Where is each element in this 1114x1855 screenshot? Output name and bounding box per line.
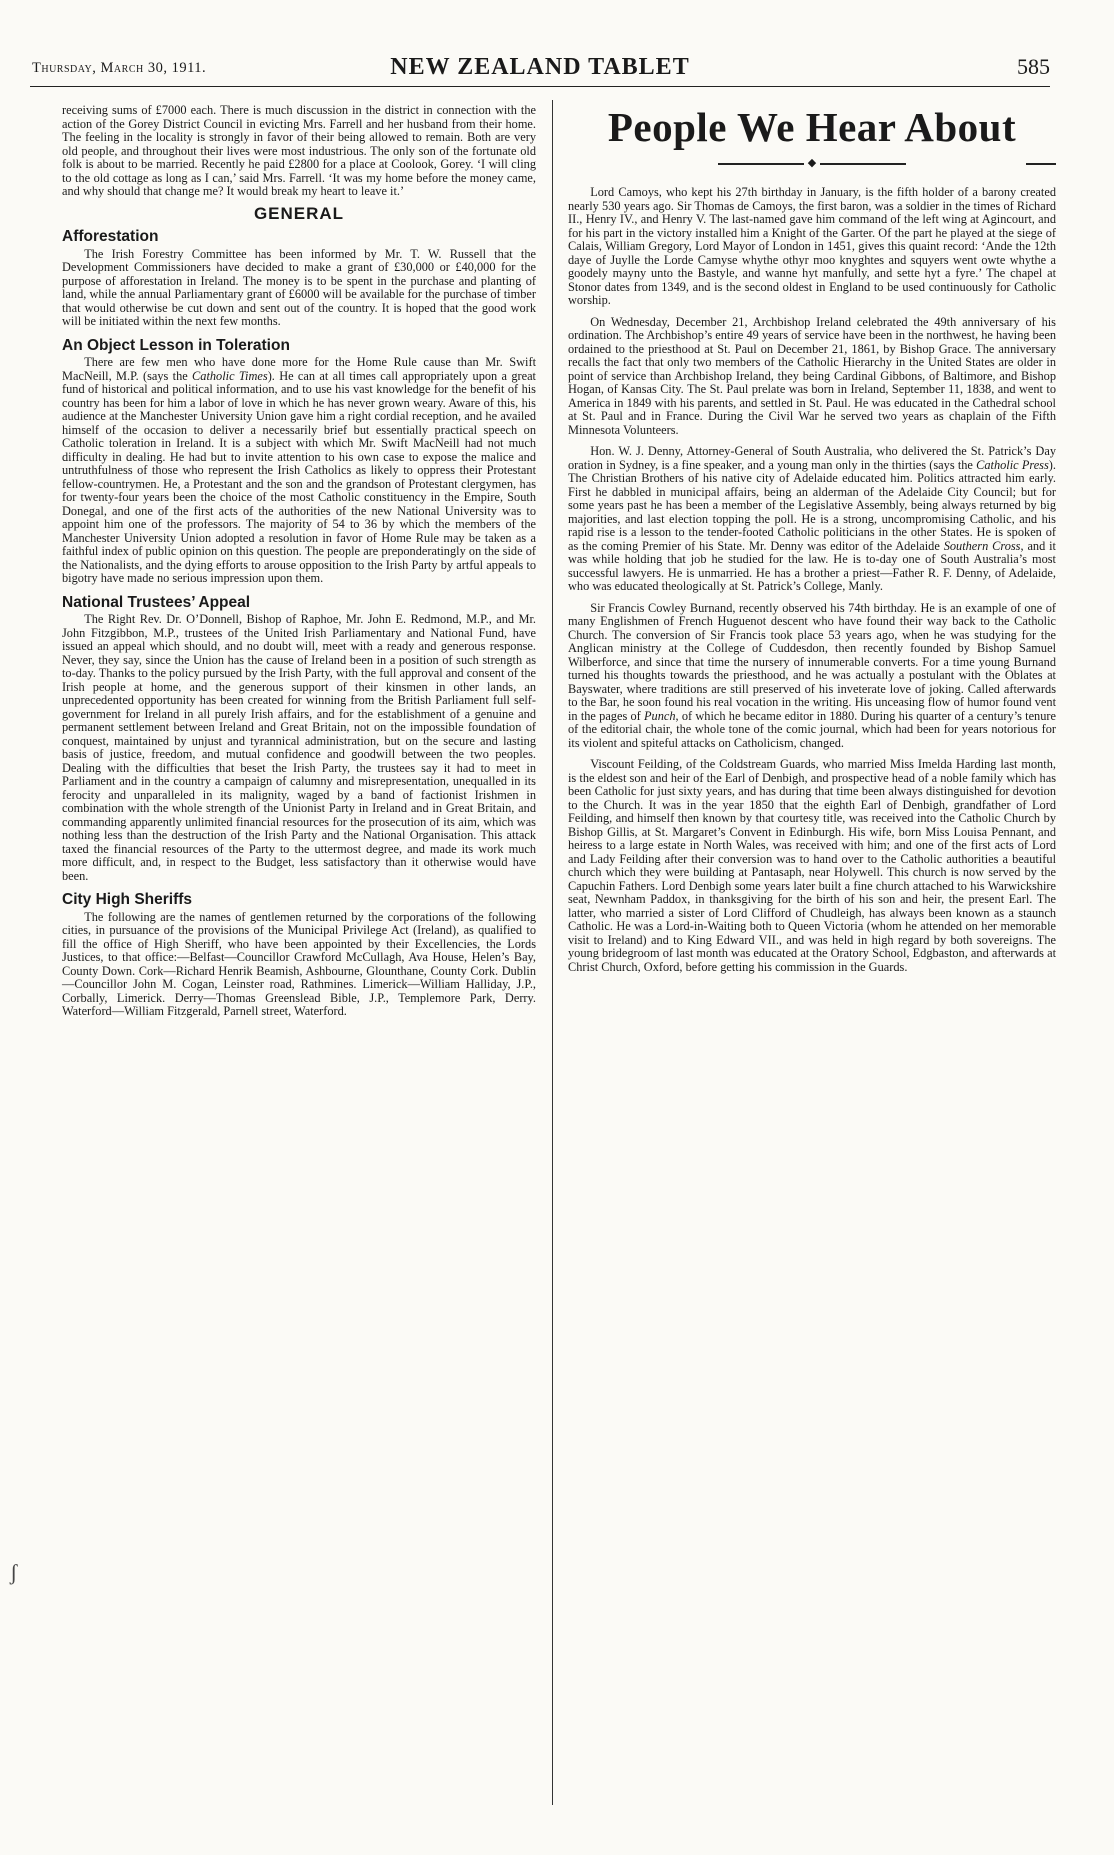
section-title: GENERAL <box>253 203 345 223</box>
paragraph: Hon. W. J. Denny, Attorney-General of South Australia, who delivered the St. Patrick’s Day oration in Sydney, is a fine speaker, and a young man only in the thirties (says the Catholic Press). The Christian Brothers of his native city of Adelaide educated him. Politics attracted him early. First he dabbled in municipal affairs, being an alderman of the Adelaide City Council; but for some years past he has been a member of the Legislative Assembly, being always returned by big majorities, and last election topping the poll. He is a strong, uncompromising Catholic, and his rapid rise is a lesson to the tender-footed Catholic politicians in the other States. He is spoken of as the coming Premier of his State. Mr. Denny was editor of the Adelaide Southern Cross, and it was while holding that job he studied for the law. He is to-day one of South Australia’s most successful lawyers. He is unmarried. He has a brother a priest—Father R. F. Denny, of Adelaide, who was educated theologically at St. Patrick’s College, Manly. <box>568 444 1056 593</box>
subheading: City High Sheriffs <box>62 891 193 908</box>
issue-date: Thursday, March 30, 1911. <box>32 60 207 76</box>
paragraph: The following are the names of gentlemen returned by the corporations of the following cities, in pursuance of the provisions of the Municipal Privilege Act (Ireland), as qualified to fill the office of High Sheriff, who have been appointed by their Excellencies, the Lords Justices, to that office:—Belfast—Councillor Crawford McCullagh, Ava House, Helen’s Bay, County Down. Cork—Richard Henrik Beamish, Ashbourne, Glounthane, County Cork. Dublin—Councillor John M. Cogan, Leinster road, Rathmines. Limerick—William Halliday, J.P., Corbally, Limerick. Derry—Thomas Greenslead Bible, J.P., Templemore Park, Derry. Waterford—William Fitzgerald, Parnell street, Waterford. <box>62 909 536 1018</box>
page-number: 585 <box>1017 54 1050 79</box>
masthead: NEW ZEALAND TABLET <box>390 54 690 80</box>
column-title: People We Hear About <box>607 104 1017 150</box>
subheading: Afforestation <box>62 228 159 245</box>
paragraph: The Irish Forestry Committee has been informed by Mr. T. W. Russell that the Development Commissioners have decided to make a grant of £30,000 or £40,000 for the purpose of afforestation in Ireland. The money is to be spent in the purchase and planting of land, while the annual Parliamentary grant of £6000 will be available for the purchase of timber that would otherwise be cut down and sent out of the country. It is hoped that the good work will be initiated within the next few months. <box>62 246 536 328</box>
diamond-icon: ◆ <box>804 154 820 172</box>
paragraph: Sir Francis Cowley Burnand, recently observed his 74th birthday. He is an example of one of many Englishmen of French Huguenot descent who have found their way back to the Catholic Church. The conversion of Sir Francis took place 53 years ago, when he was studying for the Anglican ministry at the College of Cuddesdon, then recently founded by Bishop Samuel Wilberforce, and since that time the nursery of innumerable converts. For a time young Burnand turned his thoughts towards the priesthood, and he was actually a postulant with the Oblates at Bayswater, where traditions are still preserved of his inveterate love of joking. Called afterwards to the Bar, he soon found his real vocation in the writing. His unceasing flow of humor found vent in the pages of Punch, of which he became editor in 1880. During his quarter of a century’s tenure of the editorial chair, the whole tone of the comic journal, which had been for years notorious for its violent and spiteful attacks on Catholicism, changed. <box>568 600 1056 750</box>
left-column <box>62 104 536 1027</box>
page-header <box>30 52 1050 87</box>
margin-mark: ʃ <box>10 1560 18 1585</box>
paragraph: Viscount Feilding, of the Coldstream Guards, who married Miss Imelda Harding last month, is the eldest son and heir of the Earl of Denbigh, and prospective head of a noble family which has been Catholic for just sixty years, and has during that time been always distinguished for devotion to the Church. It was in the year 1850 that the eighth Earl of Denbigh, grandfather of Lord Feilding, and himself then known by that courtesy title, was received into the Catholic Church by Bishop Gillis, at St. Margaret’s Convent in Edinburgh. His wife, born Miss Louisa Pennant, and heiress to a large estate in North Wales, was received with him; and one of the first acts of Lord and Lady Feilding after their conversion was to hand over to the Catholic authorities a beautiful church which they were building at Pantasaph, near Holywell. This church is now served by the Capuchin Fathers. Lord Denbigh some years later built a fine church attached to his Warwickshire seat, Newnham Paddox, in thanksgiving for the birth of his son and heir, the present Earl. The latter, who married a sister of Lord Clifford of Chudleigh, has always been known as a staunch Catholic. He was a Lord-in-Waiting both to Queen Victoria (whom he attended on her memorable visit to Ireland) and to King Edward VII., and was held in high regard by both sovereigns. The young bridegroom of last month was educated at the Oratory School, Edgbaston, and afterwards at Christ Church, Oxford, before getting his commission in the Guards. <box>568 757 1056 974</box>
subheading: An Object Lesson in Toleration <box>62 336 290 354</box>
paragraph: The Right Rev. Dr. O’Donnell, Bishop of Raphoe, Mr. John E. Redmond, M.P., and Mr. John Fitzgibbon, M.P., trustees of the United Irish Parliamentary and National Fund, have issued an appeal which should, and no doubt will, meet with a ready and generous response. Never, they say, since the Union has the cause of Ireland been in a position of such strength as to-day. Thanks to the policy pursued by the Irish Party, with the full approval and consent of the Irish people at home, and the generous support of their kinsmen in other lands, an unprecedented opportunity has been created for winning from the British Parliament full self-government for Ireland in all purely Irish affairs, and for the establishment of a genuine and permanent settlement between Ireland and Great Britain, not on the impossible foundation of conquest, maintained by unjust and tyrannical administration, but on the secure and lasting basis of justice, freedom, and mutual confidence and goodwill between the two peoples. Dealing with the difficulties that beset the Irish Party, the trustees say it had to meet in Parliament and in the country a campaign of calumny and misrepresentation, unequalled in its ferocity and unparalleled in its malignity, waged by a band of factionist Irishmen in combination with the whole strength of the Unionist Party in Ireland and in Great Britain, and commanding apparently unlimited financial resources for the prosecution of its aim, which was nothing less than the destruction of the Irish Party and the National Organisation. This attack taxed the financial resources of the Party to the uttermost degree, and made its work much more difficult, and, in respect to the Budget, less satisfactory than it otherwise would have been. <box>62 612 536 883</box>
title-ornament <box>568 154 1056 174</box>
column-divider <box>552 100 553 1805</box>
paragraph: receiving sums of £7000 each. There is much discussion in the district in connection with the action of the Gorey District Council in evicting Mrs. Farrell and her husband from their home. The feeling in the locality is strongly in favor of their being allowed to remain. Both are very old people, and throughout their lives were most industrious. The only son of the fortunate old folk is about to be married. Recently he paid £2800 for a place at Coolook, Gorey. ‘I will cling to the old cottage as long as I can,’ said Mrs. Farrell. ‘It was my home before the money came, and why should that change me? It would break my heart to leave it.’ <box>62 103 536 198</box>
paragraph: On Wednesday, December 21, Archbishop Ireland celebrated the 49th anniversary of his ordination. The Archbishop’s entire 49 years of service have been in the northwest, he having been ordained to the priesthood at St. Paul on December 21, 1861, by Bishop Grace. The anniversary recalls the fact that only two members of the Catholic Hierarchy in the United States are older in point of service than Archbishop Ireland, they being Cardinal Gibbons, of Baltimore, and Bishop Hogan, of Kansas City. The St. Paul prelate was born in Ireland, September 11, 1838, and went to America in 1849 with his parents, and settled in St. Paul. He was educated in the Cathedral school at St. Paul and in France. During the Civil War he served two years as chaplain of the Fifth Minnesota Volunteers. <box>568 314 1056 437</box>
paragraph: There are few men who have done more for the Home Rule cause than Mr. Swift MacNeill, M.P. (says the Catholic Times). He can at all times call appropriately upon a great fund of historical and political information, and to use his vast knowledge for the benefit of his country has been for him a labor of love in which he has never grown weary. Aware of this, his audience at the Manchester University Union gave him a right cordial reception, and he availed himself of the occasion to deliver a necessarily brief but essentially practical speech on Catholic toleration in Ireland. It is a subject with which Mr. Swift MacNeill had not much difficulty in dealing. He had but to invite attention to his own case to expose the malice and untruthfulness of those who represent the Irish Catholics as likely to oppress their Protestant fellow-countrymen. He, a Protestant and the son and the grandson of Protestant clergymen, has for twenty-four years been the choice of the most Catholic constituency in the Empire, South Donegal, and one of the first acts of the authorities of the new National University was to appoint him one of the professors. The majority of 54 to 36 by which the members of the Manchester University Union adopted a resolution in favor of Home Rule may be taken as a faithful index of public opinion on this question. The people are preponderatingly on the side of the Nationalists, and the dying efforts to arouse opposition to the Irish Party by artful appeals to bigotry have made no serious impression upon them. <box>62 355 536 585</box>
right-column <box>568 104 1056 982</box>
paragraph: Lord Camoys, who kept his 27th birthday in January, is the fifth holder of a barony created nearly 530 years ago. Sir Thomas de Camoys, the first baron, was a soldier in the times of Richard II., Henry IV., and Henry V. The last-named gave him command of the left wing at Agincourt, and for his part in the victory installed him a Knight of the Garter. Of the part he played at the siege of Calais, William Gregory, Lord Mayor of London in 1451, gives this quaint record: ‘Ande the 12th daye of Juylle the Lorde Camyse whythe othyr moo knyghtes and squyers went owte whythe a goodely mayny unto the Bastyle, and wanne hyt manfully, and sette hyt a fyre.’ The chapel at Stonor dates from 1349, and is the second oldest in England to be used continuously for Catholic worship. <box>568 185 1056 307</box>
subheading: National Trustees’ Appeal <box>62 593 251 611</box>
